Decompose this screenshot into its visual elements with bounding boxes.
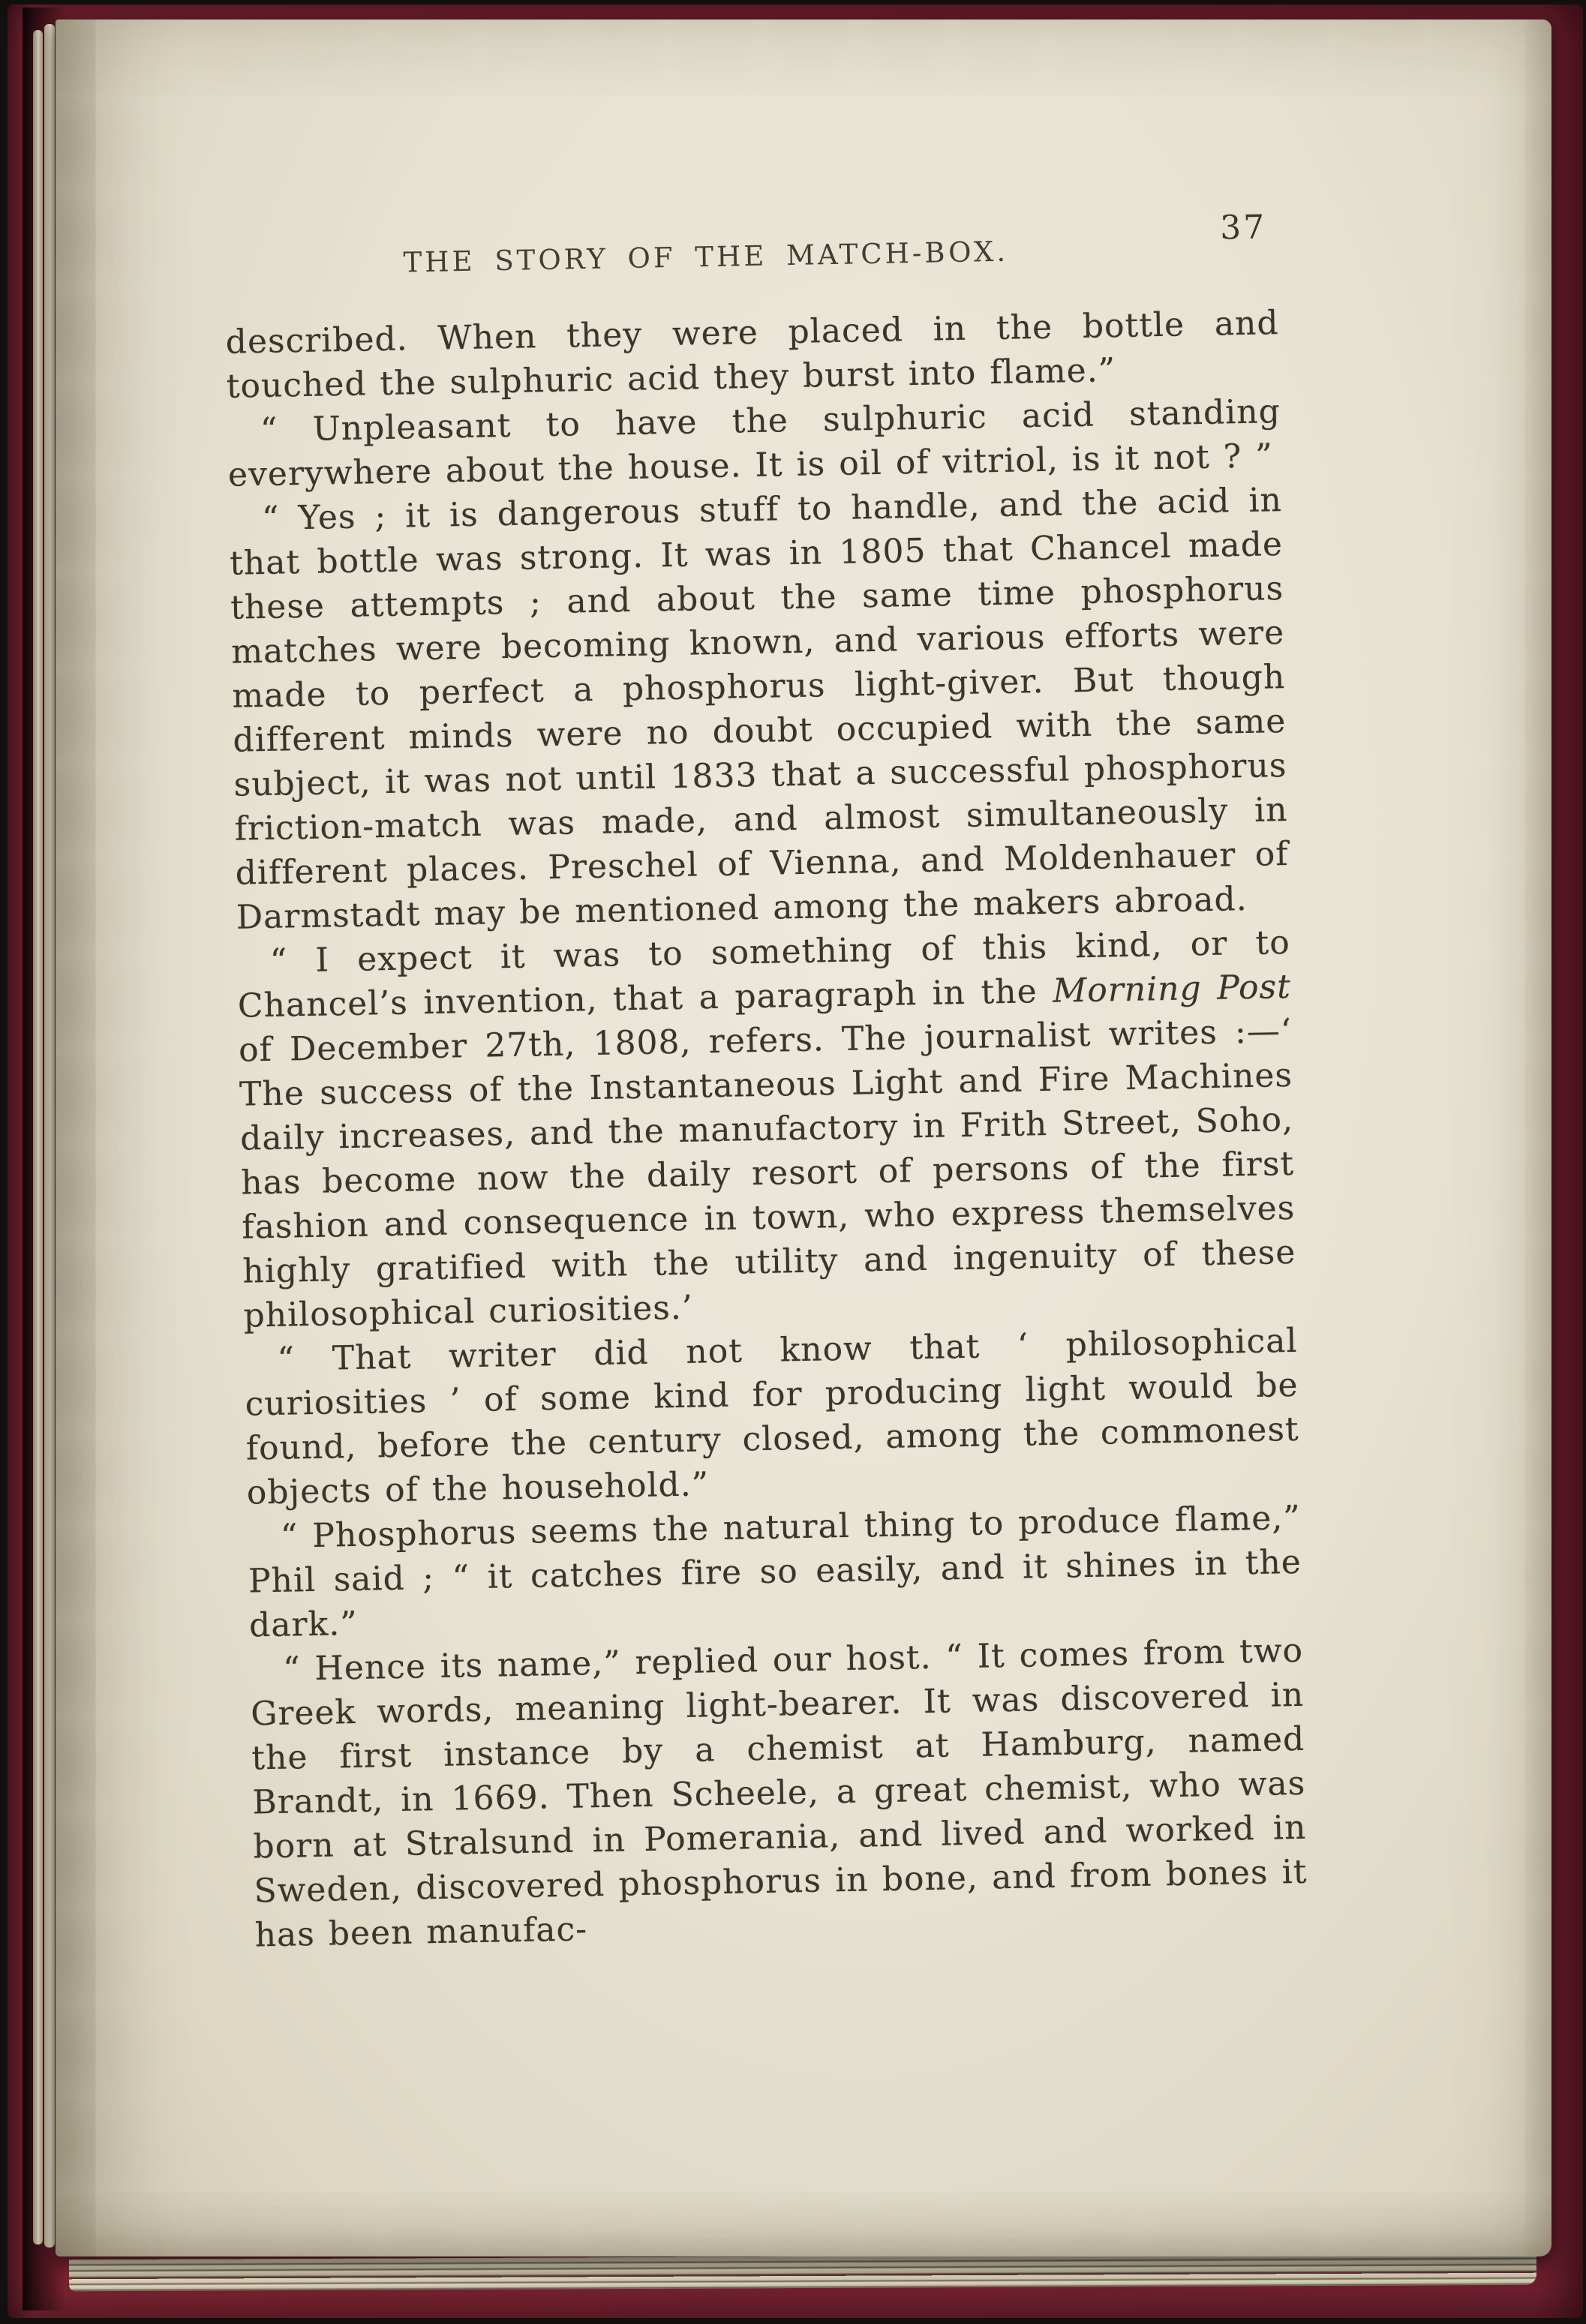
paragraph	[247, 1496, 1302, 1648]
paragraph-text: “ Unpleasant to have the sulphuric acid standing everywhere about the house. It is oil of vitriol, is it not ? ”	[227, 392, 1281, 494]
paragraph-text: described. When they were placed in the bottle and touched the sulphuric acid they burst into flame.”	[225, 304, 1280, 406]
paragraph-text: of December 27th, 1808, refers. The journalist writes :—‘ The success of the Instantaneous Light and Fire Machines daily increases, and the manufactory in Frith Street, Soho, has become now the daily resort of persons of the first fashion and consequence in town, who express themselves highly gratified with the utility and ingenuity of these philosophical curiosities.’	[238, 1011, 1296, 1335]
paragraph	[250, 1629, 1308, 1958]
page-content	[224, 208, 1308, 1957]
paragraph	[236, 920, 1296, 1338]
paragraph-text: “ Yes ; it is dangerous stuff to handle, and the acid in that bottle was strong. It was in 1805 that Chancel made these attempts ; and about the same time phosphorus matches were becoming known, and various efforts were made to perfect a phosphorus light-giver. But though different minds were no doubt occupied with the same subject, it was not until 1833 that a successful phosphorus friction-match was made, and almost simultaneously in different places. Preschel of Vienna, and Moldenhauer of Darmstadt may be mentioned among the makers abroad.	[229, 481, 1289, 937]
paragraph-text: “ Hence its name,” replied our host. “ It comes from two Greek words, meaning light-bearer. It was discovered in the first instance by a chemist at Hamburg, named Brandt, in 1669. Then Scheele, a great chemist, who was born at Stralsund in Pomerania, and lived and worked in Sweden, discovered phosphorus in bone, and from bones it has been manufac-	[250, 1631, 1308, 1955]
running-header: THE STORY OF THE MATCH-BOX.	[403, 235, 1009, 279]
book-page	[56, 20, 1551, 2256]
paragraph-text: “ Phosphorus seems the natural thing to produce flame,” Phil said ; “ it catches fire so easily, and it shines in the dark.”	[248, 1498, 1302, 1645]
paragraph-text: “ I expect it was to something of this kind, or to Chancel’s invention, that a paragraph in the	[237, 923, 1291, 1025]
page-edge	[44, 24, 55, 2247]
page-number: 37	[1219, 208, 1267, 248]
italicized-title: Morning Post	[1052, 967, 1292, 1010]
paragraph	[244, 1319, 1300, 1515]
page-header-row	[224, 208, 1278, 286]
paragraph-text: “ That writer did not know that ‘ philosophical curiosities ’ of some kind for producing light would be found, before the century closed, among the commonest objects of the household.”	[245, 1321, 1300, 1512]
paragraph	[229, 478, 1290, 940]
page-stack-bottom-edge	[69, 2253, 1536, 2292]
page-edge	[33, 30, 43, 2244]
